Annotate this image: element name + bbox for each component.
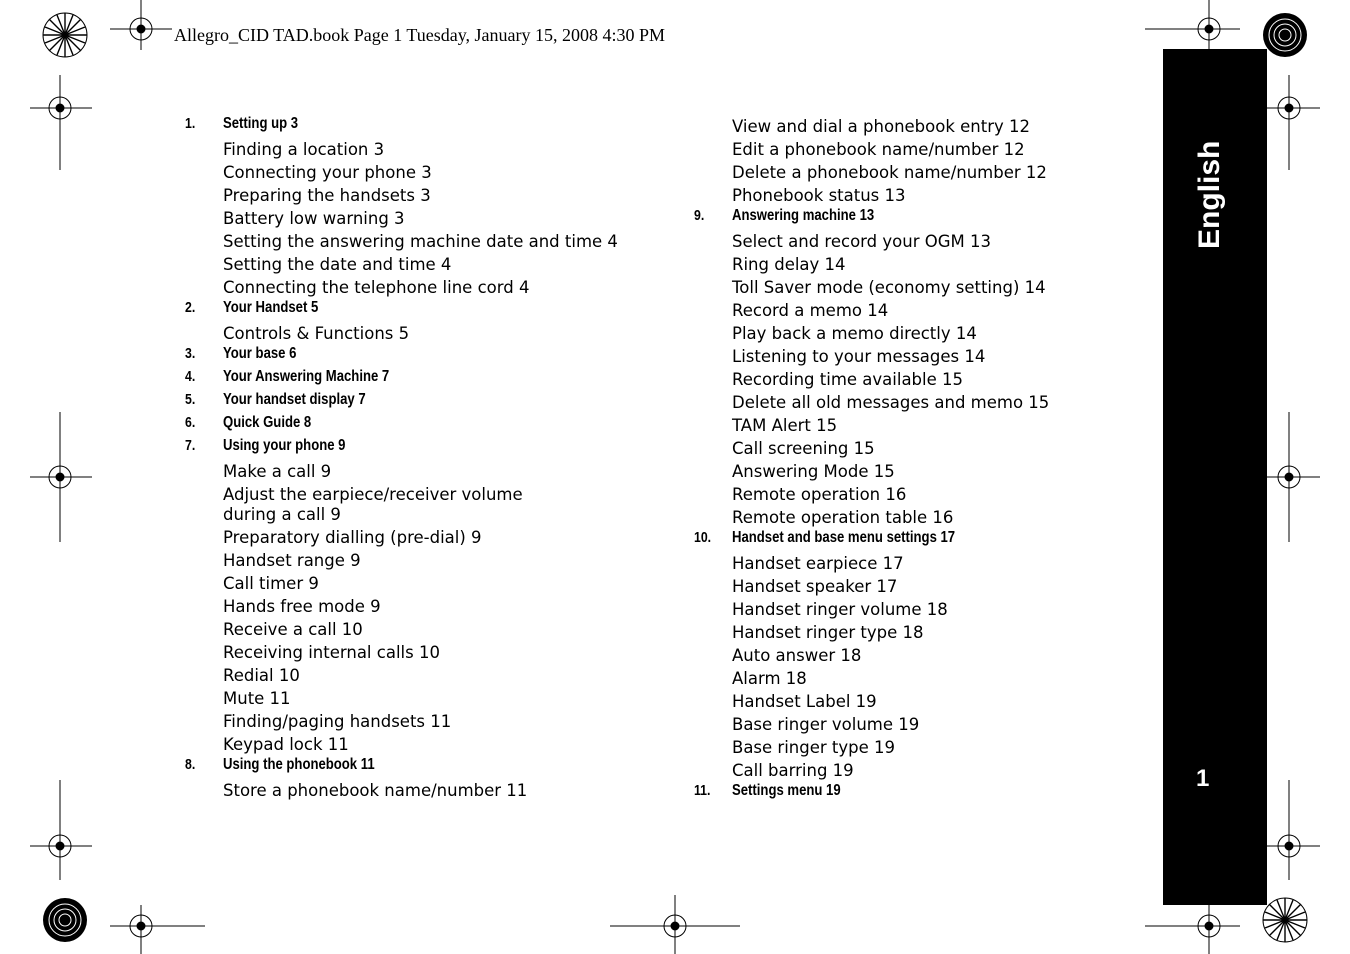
section-number: 8. — [185, 756, 196, 773]
toc-entry: Finding a location 3 — [223, 140, 385, 159]
section-title: Answering machine 13 — [732, 207, 875, 224]
section-title: Settings menu 19 — [732, 782, 841, 799]
toc-entry: Edit a phonebook name/number 12 — [732, 140, 1025, 159]
toc-entry: View and dial a phonebook entry 12 — [732, 117, 1031, 136]
section-number: 7. — [185, 437, 196, 454]
section-title: Handset and base menu settings 17 — [732, 529, 956, 546]
section-title: Quick Guide 8 — [223, 414, 312, 431]
book-header: Allegro_CID TAD.book Page 1 Tuesday, January 15, 2008 4:30 PM — [174, 25, 666, 45]
toc-entry: Delete a phonebook name/number 12 — [732, 163, 1047, 182]
section-title: Using the phonebook 11 — [223, 756, 375, 773]
toc-entry: Delete all old messages and memo 15 — [732, 393, 1050, 412]
toc-entry: Alarm 18 — [732, 669, 807, 688]
toc-entry: Answering Mode 15 — [732, 462, 895, 481]
toc-entry: Base ringer volume 19 — [732, 715, 920, 734]
toc-entry: Remote operation table 16 — [732, 508, 954, 527]
toc-entry: Mute 11 — [223, 689, 291, 708]
section-number: 9. — [694, 207, 705, 224]
toc-entry: Receive a call 10 — [223, 620, 363, 639]
language-label: English — [1193, 140, 1226, 249]
toc-entry: Play back a memo directly 14 — [732, 324, 977, 343]
toc-entry: Controls & Functions 5 — [223, 324, 410, 343]
toc-entry: Keypad lock 11 — [223, 735, 349, 754]
section-title: Your Handset 5 — [223, 299, 319, 316]
section-number: 5. — [185, 391, 196, 408]
toc-entry: Handset earpiece 17 — [732, 554, 904, 573]
toc-entry: Make a call 9 — [223, 462, 332, 481]
toc-entry: Call timer 9 — [223, 574, 319, 593]
toc-entry: Connecting your phone 3 — [223, 163, 432, 182]
toc-entry: Setting the answering machine date and time 4 — [223, 232, 618, 251]
section-number: 4. — [185, 368, 196, 385]
section-number: 6. — [185, 414, 196, 431]
section-number: 3. — [185, 345, 196, 362]
toc-entry: Call screening 15 — [732, 439, 875, 458]
toc-entry: Recording time available 15 — [732, 370, 964, 389]
toc-entry: Handset Label 19 — [732, 692, 877, 711]
section-title: Your Answering Machine 7 — [223, 368, 390, 385]
toc-entry: Listening to your messages 14 — [732, 347, 986, 366]
section-number: 2. — [185, 299, 196, 316]
toc-entry: Hands free mode 9 — [223, 597, 381, 616]
toc-entry: Handset ringer type 18 — [732, 623, 924, 642]
toc-entry: Preparatory dialling (pre-dial) 9 — [223, 528, 482, 547]
section-number: 1. — [185, 115, 196, 132]
toc-entry: Base ringer type 19 — [732, 738, 896, 757]
toc-entry: Redial 10 — [223, 666, 300, 685]
section-title: Your base 6 — [223, 345, 297, 362]
toc-entry: Toll Saver mode (economy setting) 14 — [732, 278, 1046, 297]
toc-entry: Call barring 19 — [732, 761, 854, 780]
section-title: Using your phone 9 — [223, 437, 346, 454]
toc-entry: Store a phonebook name/number 11 — [223, 781, 528, 800]
toc-entry: Connecting the telephone line cord 4 — [223, 278, 530, 297]
toc-entry: Handset speaker 17 — [732, 577, 898, 596]
toc-entry: Preparing the handsets 3 — [223, 186, 431, 205]
page-number: 1 — [1196, 765, 1210, 792]
toc-entry: Handset ringer volume 18 — [732, 600, 948, 619]
section-title: Setting up 3 — [223, 115, 299, 132]
toc-entry: Auto answer 18 — [732, 646, 862, 665]
section-title: Your handset display 7 — [223, 391, 366, 408]
toc-entry: Ring delay 14 — [732, 255, 846, 274]
toc-entry: Handset range 9 — [223, 551, 361, 570]
toc-entry: Remote operation 16 — [732, 485, 907, 504]
toc-entry: Battery low warning 3 — [223, 209, 405, 228]
toc-entry: TAM Alert 15 — [732, 416, 838, 435]
toc-entry: Adjust the earpiece/receiver volume during a call 9 — [223, 485, 523, 524]
section-number: 11. — [694, 782, 711, 799]
toc-entry: Phonebook status 13 — [732, 186, 906, 205]
toc-entry: Finding/paging handsets 11 — [223, 712, 452, 731]
toc-entry: Receiving internal calls 10 — [223, 643, 440, 662]
section-number: 10. — [694, 529, 712, 546]
toc-entry: Select and record your OGM 13 — [732, 232, 991, 251]
toc-entry: Record a memo 14 — [732, 301, 889, 320]
toc-entry: Setting the date and time 4 — [223, 255, 452, 274]
